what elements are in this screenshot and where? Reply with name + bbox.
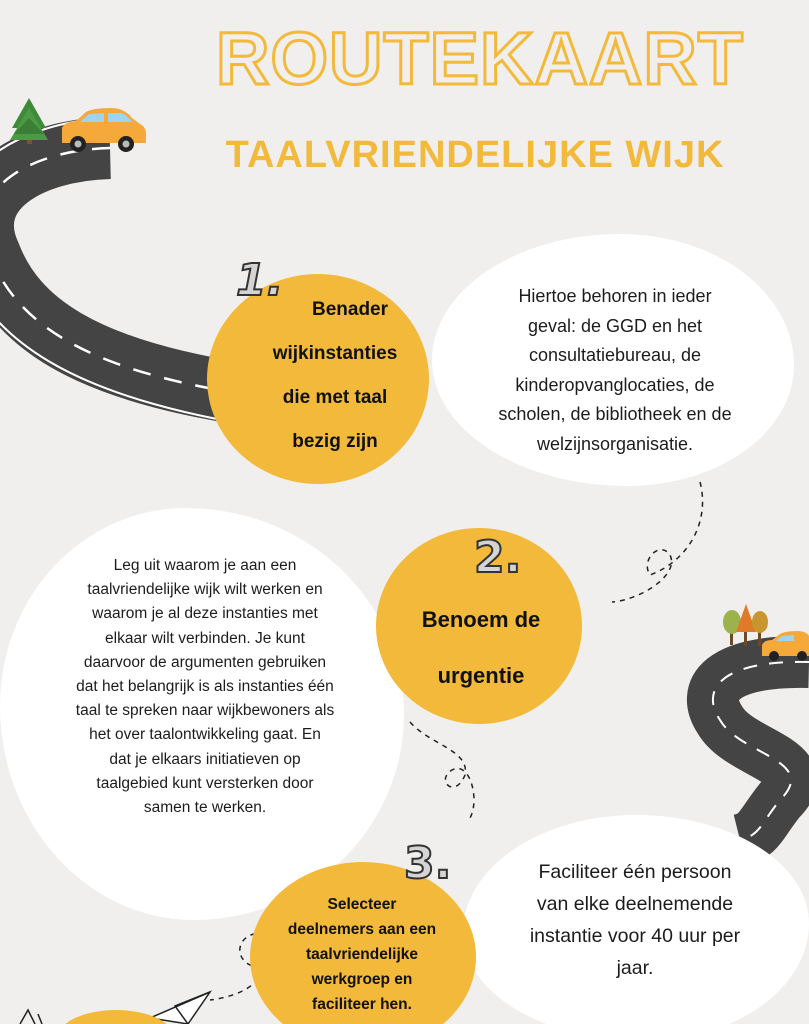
detail-line: jaar. [616,957,654,979]
detail-line: kinderopvanglocaties, de [515,374,715,395]
step-number-3: 3. [404,838,452,889]
page-subtitle: TAALVRIENDELIJKE WIJK [225,134,725,176]
detail-line: taal te spreken naar wijkbewoners als [75,702,335,720]
page-title-graphic [0,18,809,108]
detail-line: samen te werken. [143,799,267,817]
detail-line: Faciliteer één persoon [538,861,732,883]
detail-line: elkaar wilt verbinden. Je kunt [105,629,305,647]
heading-line: Selecteer [327,896,397,913]
dashed-path [612,482,703,602]
step-number-2: 2. [474,532,522,583]
detail-line: Leg uit waarom je aan een [113,557,297,574]
heading-line: Benader [311,299,389,320]
detail-line: waarom je al deze instanties met [92,605,318,623]
detail-line: instantie voor 40 uur per [529,925,741,947]
page-title: ROUTEKAART [216,18,744,100]
heading-line: bezig zijn [292,431,378,452]
heading-line: faciliteer hen. [312,996,412,1013]
step-number-1: 1. [236,255,284,306]
detail-line: het over taalontwikkeling gaat. En [89,726,321,744]
detail-line: geval: de GGD en het [527,315,703,336]
step-1-detail [460,282,770,459]
step-2-heading [396,592,566,704]
heading-line: wijkinstanties [272,343,398,364]
detail-line: welzijnsorganisatie. [536,433,694,454]
step-2-detail [20,554,390,820]
heading-line: urgentie [437,663,525,688]
detail-line: dat het belangrijk is als instanties één [76,678,334,696]
detail-line: taalgebied kunt versterken door [96,774,314,792]
detail-line: daarvoor de argumenten gebruiken [83,653,327,671]
detail-line: taalvriendelijke wijk wilt werken en [87,581,323,599]
heading-line: taalvriendelijke [305,946,418,963]
detail-line: van elke deelnemende [536,893,734,915]
step-3-heading [262,892,462,1017]
heading-line: werkgroep en [311,971,413,988]
step-1-heading [240,288,430,464]
detail-line: consultatiebureau, de [528,345,702,365]
heading-line: die met taal [282,387,388,408]
detail-line: dat je elkaars initiatieven op [109,750,301,768]
heading-line: Benoem de [421,607,541,632]
sketch-mark [20,1010,42,1024]
step-3-detail [480,856,790,984]
road-right [713,662,809,840]
detail-line: Hiertoe behoren in ieder [518,286,712,306]
heading-line: deelnemers aan een [287,921,437,938]
dashed-path [410,722,474,818]
detail-line: scholen, de bibliotheek en de [498,404,732,424]
